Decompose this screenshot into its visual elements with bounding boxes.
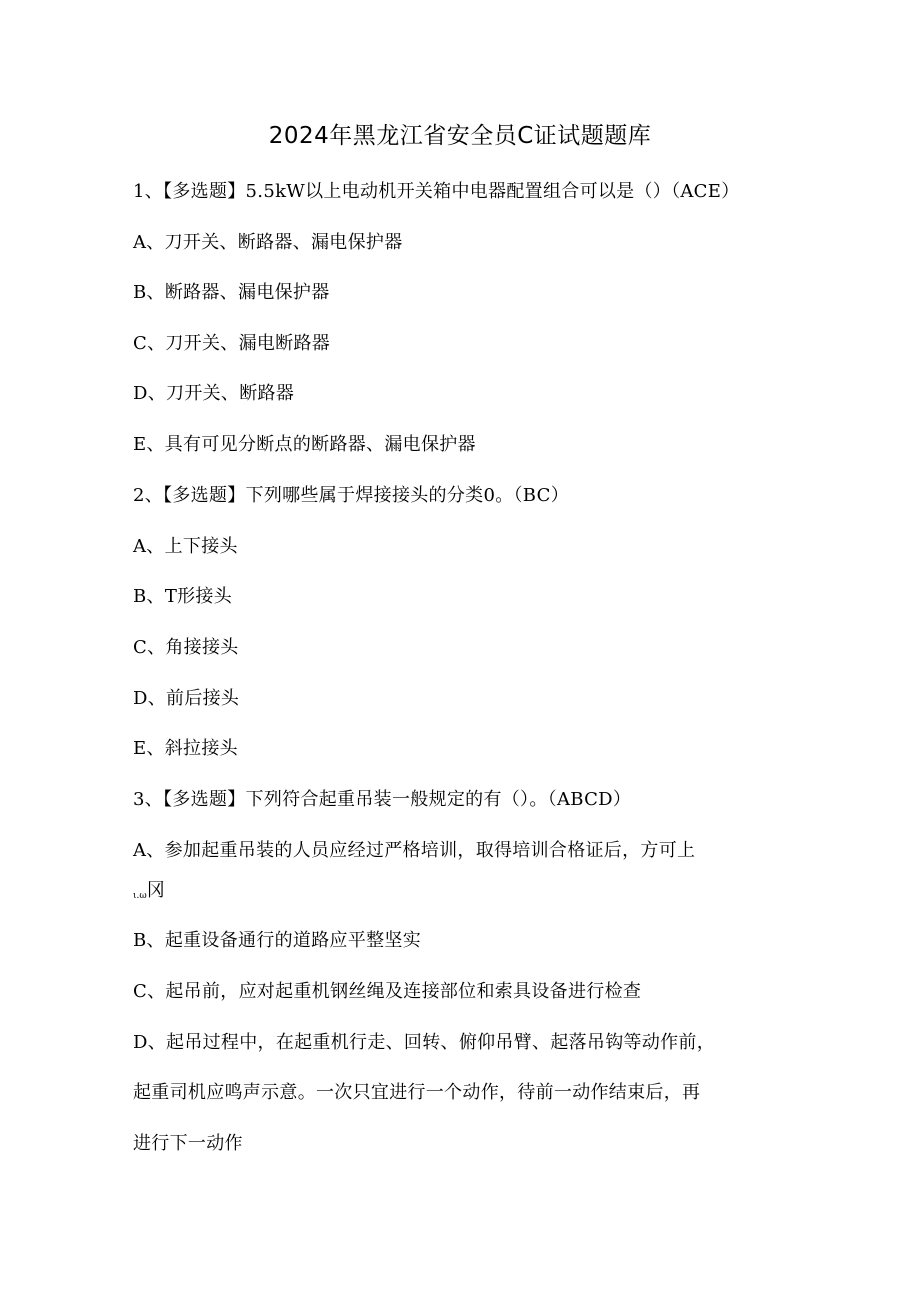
question-1-option-d: D、刀开关、断路器	[133, 383, 295, 404]
question-3-option-b: B、起重设备通行的道路应平整坚实	[133, 930, 422, 951]
question-2-stem: 2、【多选题】下列哪些属于焊接接头的分类0。（BC）	[133, 485, 570, 506]
garbled-glyphs: ι.ω	[133, 891, 147, 901]
question-2-option-d: D、前后接头	[133, 688, 240, 709]
question-3-option-c: C、起吊前，应对起重机钢丝绳及连接部位和索具设备进行检查	[133, 981, 642, 1002]
document-title: 2024年黑龙江省安全员C证试题题库	[268, 123, 652, 149]
question-3-option-d-line-3: 进行下一动作	[133, 1133, 243, 1154]
question-1-stem: 1、【多选题】5.5kW以上电动机开关箱中电器配置组合可以是（）（ACE）	[133, 181, 740, 202]
question-2-option-e: E、斜拉接头	[133, 738, 238, 759]
question-2-option-b: B、T形接头	[133, 586, 233, 607]
question-3-stem: 3、【多选题】下列符合起重吊装一般规定的有（）。（ABCD）	[133, 789, 632, 810]
option-a-tail-text: 冈	[146, 880, 166, 901]
question-3-option-a-continuation	[133, 877, 165, 910]
question-2-option-c: C、角接接头	[133, 637, 239, 658]
question-2-option-a: A、上下接头	[133, 536, 238, 557]
question-1-option-a: A、刀开关、断路器、漏电保护器	[133, 232, 403, 253]
question-1-option-b: B、断路器、漏电保护器	[133, 282, 330, 303]
question-3-option-a: A、参加起重吊装的人员应经过严格培训，取得培训合格证后，方可上	[133, 840, 696, 861]
question-1-option-c: C、刀开关、漏电断路器	[133, 333, 331, 354]
question-1-option-e: E、具有可见分断点的断路器、漏电保护器	[133, 434, 476, 455]
question-3-option-d: D、起吊过程中，在起重机行走、回转、俯仰吊臂、起落吊钩等动作前，	[133, 1032, 716, 1053]
question-3-option-d-line-2: 起重司机应鸣声示意。一次只宜进行一个动作，待前一动作结束后，再	[133, 1082, 701, 1103]
